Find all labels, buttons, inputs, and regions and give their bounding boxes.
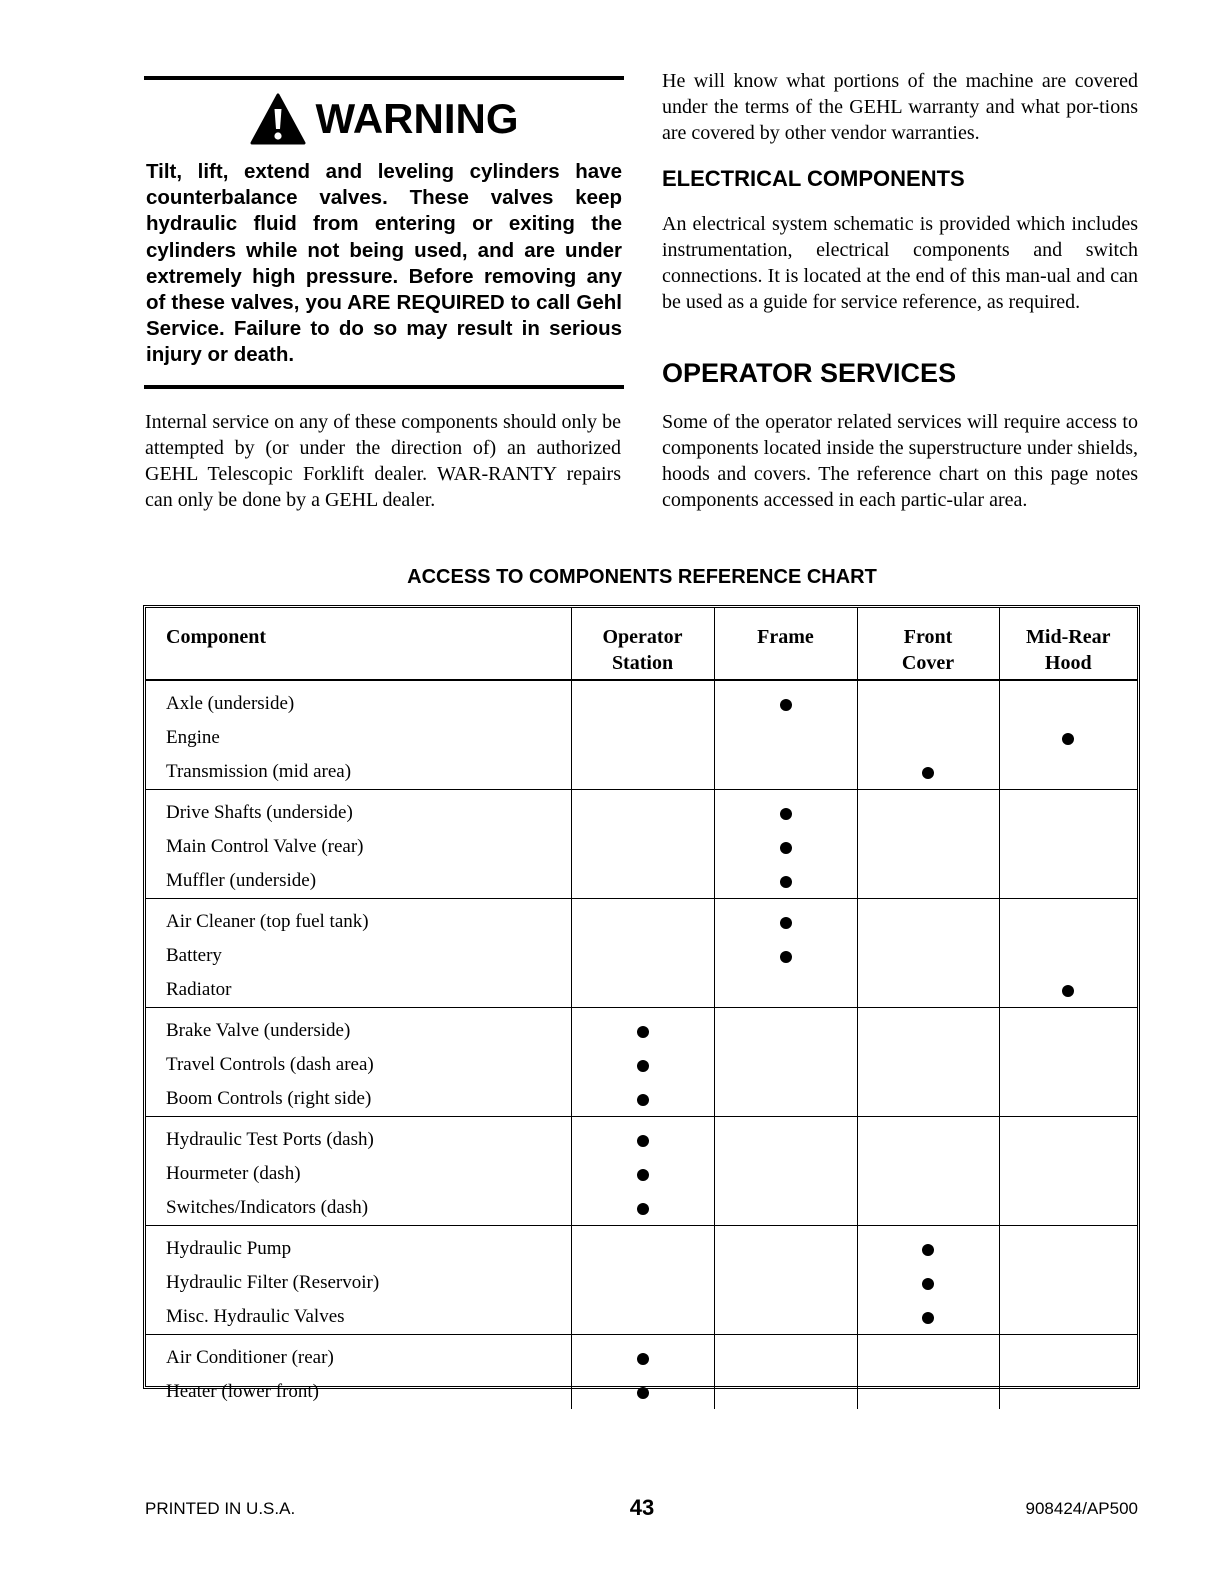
component-cell [146,899,571,1008]
bullet-dot-icon [780,876,792,888]
bullet-dot-icon [780,808,792,820]
location-cell [999,1008,1137,1117]
component-name: Radiator [166,979,232,1000]
location-cell [714,680,857,790]
bullet-dot-icon [637,1135,649,1147]
location-cell [857,790,999,899]
access-mark [572,1375,714,1409]
empty-mark [1000,755,1138,789]
access-mark [858,1266,999,1300]
access-mark [1000,973,1138,1007]
empty-mark [858,830,999,864]
empty-mark [572,687,714,721]
footer-doc-id: 908424/AP500 [1025,1499,1138,1518]
table-header-row [146,608,1137,680]
access-mark [858,755,999,789]
header-component: Component [146,608,571,680]
empty-mark [858,796,999,830]
location-cell [571,1117,714,1226]
access-mark [572,1157,714,1191]
location-cell [571,680,714,790]
component-name: Air Cleaner (top fuel tank) [166,911,369,932]
bullet-dot-icon [637,1169,649,1181]
component-name: Air Conditioner (rear) [166,1347,334,1368]
empty-mark [858,687,999,721]
table-row [146,680,1137,790]
location-cell [999,1117,1137,1226]
empty-mark [715,1375,857,1409]
access-mark [572,1191,714,1225]
location-cell [999,680,1137,790]
bullet-dot-icon [922,767,934,779]
empty-mark [1000,1266,1138,1300]
bullet-dot-icon [637,1203,649,1215]
empty-mark [715,973,857,1007]
bullet-dot-icon [780,842,792,854]
empty-mark [715,1232,857,1266]
empty-mark [1000,1191,1138,1225]
component-name: Drive Shafts (underside) [166,802,353,823]
component-name: Misc. Hydraulic Valves [166,1306,345,1327]
access-mark [572,1082,714,1116]
empty-mark [572,721,714,755]
component-cell [146,1226,571,1335]
electrical-heading: ELECTRICAL COMPONENTS [662,166,965,191]
empty-mark [572,796,714,830]
empty-mark [572,973,714,1007]
location-cell [999,899,1137,1008]
empty-mark [715,755,857,789]
warning-box [144,76,624,389]
table-row [146,790,1137,899]
warning-header [144,86,624,152]
component-name: Boom Controls (right side) [166,1088,372,1109]
empty-mark [1000,796,1138,830]
empty-mark [715,1157,857,1191]
access-mark [858,1300,999,1334]
empty-mark [1000,687,1138,721]
empty-mark [1000,830,1138,864]
bullet-dot-icon [637,1387,649,1399]
warning-top-rule [144,76,624,80]
bullet-dot-icon [922,1244,934,1256]
component-name: Hydraulic Test Ports (dash) [166,1129,374,1150]
location-cell [999,1335,1137,1410]
empty-mark [858,1123,999,1157]
component-name: Axle (underside) [166,693,295,714]
location-cell [571,1008,714,1117]
component-name: Hourmeter (dash) [166,1163,301,1184]
empty-mark [715,721,857,755]
electrical-paragraph: An electrical system schematic is provided which includes instrumentation, electrical components and switch connections. It is located at the end of this man-ual and can be used as a guide for service reference, as required. [662,213,1138,313]
header-operator-station: Operator Station [571,608,714,680]
empty-mark [858,1014,999,1048]
location-cell [714,790,857,899]
component-cell [146,1008,571,1117]
access-mark [715,905,857,939]
warning-title: WARNING [315,95,519,142]
access-mark [715,796,857,830]
empty-mark [1000,1341,1138,1375]
empty-mark [858,905,999,939]
warranty-paragraph: He will know what portions of the machine are covered under the terms of the GEHL warranty and what por-tions are covered by other vendor warranties. [662,70,1138,144]
location-cell [714,1335,857,1410]
location-cell [571,1226,714,1335]
bullet-dot-icon [922,1312,934,1324]
component-cell [146,1117,571,1226]
operator-services-heading: OPERATOR SERVICES [662,358,957,388]
component-cell [146,1335,571,1410]
bullet-dot-icon [780,917,792,929]
chart-title: ACCESS TO COMPONENTS REFERENCE CHART [407,566,877,588]
location-cell [714,1008,857,1117]
location-cell [999,1226,1137,1335]
component-name: Hydraulic Pump [166,1238,292,1259]
header-front-cover: Front Cover [857,608,999,680]
empty-mark [715,1048,857,1082]
location-cell [714,1117,857,1226]
empty-mark [1000,1048,1138,1082]
access-mark [572,1048,714,1082]
header-mid-rear-hood: Mid-Rear Hood [999,608,1137,680]
access-mark [715,939,857,973]
component-name: Engine [166,727,220,748]
component-name: Battery [166,945,222,966]
access-mark [1000,721,1138,755]
empty-mark [715,1014,857,1048]
empty-mark [572,755,714,789]
empty-mark [1000,864,1138,898]
empty-mark [858,1191,999,1225]
bullet-dot-icon [780,699,792,711]
footer-printed: PRINTED IN U.S.A. [145,1499,296,1518]
access-mark [858,1232,999,1266]
empty-mark [1000,1123,1138,1157]
bullet-dot-icon [922,1278,934,1290]
warning-text: Tilt, lift, extend and leveling cylinders have counterbalance valves. These valves keep hydraulic fluid from entering or exiting the cylinders while not being used, and are under extremely high pressure. Before removing any of these valves, you ARE REQUIRED to call Gehl Service. Failure to do so may result in serious injury or death. [146,160,622,367]
empty-mark [858,1341,999,1375]
table-row [146,1335,1137,1410]
empty-mark [1000,905,1138,939]
empty-mark [858,973,999,1007]
component-name: Switches/Indicators (dash) [166,1197,369,1218]
access-mark [572,1341,714,1375]
location-cell [571,899,714,1008]
empty-mark [1000,1375,1138,1409]
bullet-dot-icon [637,1026,649,1038]
table-row [146,1226,1137,1335]
empty-mark [572,1232,714,1266]
empty-mark [858,864,999,898]
empty-mark [715,1266,857,1300]
component-name: Transmission (mid area) [166,761,352,782]
component-name: Main Control Valve (rear) [166,836,364,857]
empty-mark [1000,1300,1138,1334]
location-cell [857,680,999,790]
component-name: Travel Controls (dash area) [166,1054,374,1075]
empty-mark [715,1341,857,1375]
table-body [146,680,1137,1409]
component-name: Muffler (underside) [166,870,317,891]
location-cell [714,1226,857,1335]
empty-mark [572,1266,714,1300]
table-row [146,899,1137,1008]
access-mark [572,1123,714,1157]
empty-mark [1000,939,1138,973]
empty-mark [572,830,714,864]
empty-mark [1000,1014,1138,1048]
table-row [146,1117,1137,1226]
component-cell [146,790,571,899]
empty-mark [858,1048,999,1082]
page-number: 43 [629,1495,655,1520]
location-cell [857,1117,999,1226]
bullet-dot-icon [1062,985,1074,997]
empty-mark [858,1082,999,1116]
location-cell [857,1226,999,1335]
warning-bottom-rule [144,385,624,389]
location-cell [857,1335,999,1410]
empty-mark [572,939,714,973]
access-mark [715,687,857,721]
location-cell [571,790,714,899]
bullet-dot-icon [637,1094,649,1106]
component-name: Brake Valve (underside) [166,1020,351,1041]
bullet-dot-icon [637,1353,649,1365]
empty-mark [858,939,999,973]
empty-mark [1000,1082,1138,1116]
bullet-dot-icon [1062,733,1074,745]
location-cell [714,899,857,1008]
warning-triangle-icon [250,93,306,145]
location-cell [857,1008,999,1117]
access-chart-table [143,605,1140,1402]
empty-mark [715,1082,857,1116]
access-mark [715,864,857,898]
location-cell [571,1335,714,1410]
location-cell [857,899,999,1008]
table-row [146,1008,1137,1117]
component-name: Heater (lower front) [166,1381,319,1402]
empty-mark [715,1300,857,1334]
bullet-dot-icon [780,951,792,963]
header-frame: Frame [714,608,857,680]
operator-services-paragraph: Some of the operator related services will require access to components located inside the superstructure under shields, hoods and covers. The reference chart on this page notes components accessed in each partic-ular area. [662,411,1138,511]
empty-mark [858,1157,999,1191]
location-cell [999,790,1137,899]
empty-mark [1000,1232,1138,1266]
dealer-service-paragraph: Internal service on any of these components should only be attempted by (or under the direction of) an authorized GEHL Telescopic Forklift dealer. WAR-RANTY repairs can only be done by a GEHL dealer. [145,411,621,511]
component-name: Hydraulic Filter (Reservoir) [166,1272,380,1293]
access-mark [572,1014,714,1048]
empty-mark [572,1300,714,1334]
empty-mark [1000,1157,1138,1191]
empty-mark [715,1191,857,1225]
empty-mark [858,1375,999,1409]
empty-mark [715,1123,857,1157]
empty-mark [572,905,714,939]
access-mark [715,830,857,864]
bullet-dot-icon [637,1060,649,1072]
component-cell [146,680,571,790]
empty-mark [572,864,714,898]
empty-mark [858,721,999,755]
